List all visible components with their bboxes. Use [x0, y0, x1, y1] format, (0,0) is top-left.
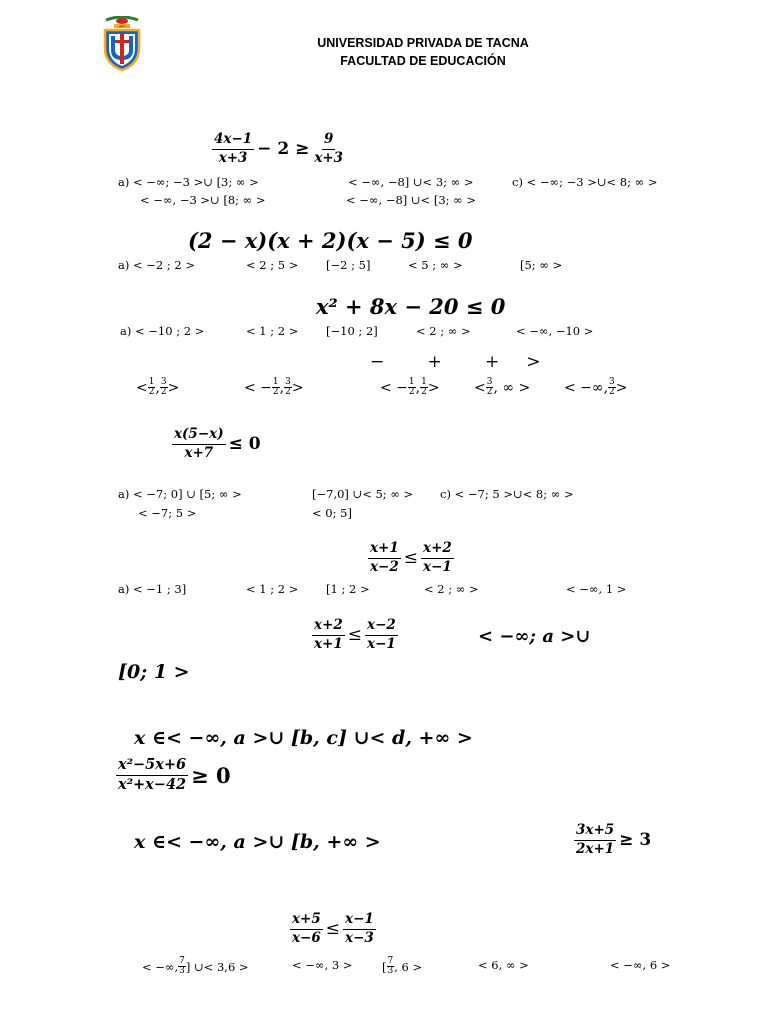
q7-inequality: $\frac{x+2}{x+1}$ ≤ $\frac{x-2}{x-1}$	[314, 617, 396, 652]
q6-option-e: < −∞, 1 >	[566, 582, 627, 596]
q3-option-c: [−10 ; 2]	[326, 324, 378, 338]
q4-option-2: < − $\frac{1}{2}$ , 3 2 >	[244, 377, 304, 397]
q2-option-e: [5; ∞ >	[520, 258, 563, 272]
q6-option-d: < 2 ; ∞ >	[424, 582, 479, 596]
q10-option-5: < −∞, 6 >	[610, 958, 671, 972]
q4-option-3: < − $\frac{1}{2}$ , 1 2 >	[380, 377, 440, 397]
q10-inequality: $\frac{x+5}{x-6}$ ≤ $\frac{x-1}{x-3}$	[292, 911, 374, 946]
q9-solution-form: x ∈< −∞, a >∪ [b, +∞ >	[134, 831, 381, 853]
q1-option-d: < −∞, −3 >∪ [8; ∞ >	[140, 193, 266, 207]
q5-fraction: $\frac{x(5-x)}{x+7}$	[174, 426, 224, 461]
q5-option-e: < 0; 5]	[312, 506, 352, 520]
q3-option-a: a) < −10 ; 2 >	[120, 324, 205, 338]
q6-option-c: [1 ; 2 >	[326, 582, 370, 596]
q1-option-b: < −∞, −8] ∪< 3; ∞ >	[348, 175, 474, 189]
q10-option-4: < 6, ∞ >	[478, 958, 529, 972]
svg-text:UPT: UPT	[119, 24, 125, 29]
q4-option-4: < 3 2 , ∞ >	[474, 377, 531, 397]
q10-option-2: < −∞, 3 >	[292, 958, 353, 972]
q5-option-a: a) < −7; 0] ∪ [5; ∞ >	[118, 487, 242, 501]
q3-option-e: < −∞, −10 >	[516, 324, 594, 338]
q6-inequality: $\frac{x+1}{x-2}$ ≤ $\frac{x+2}{x-1}$	[370, 540, 452, 575]
q3-inequality: x² + 8x − 20 ≤ 0	[316, 294, 506, 319]
university-name: UNIVERSIDAD PRIVADA DE TACNA	[317, 36, 529, 50]
q8-inequality: $\frac{\text{x²−5x+6}}{\text{x²+x−42}}$ ≥ 0	[118, 756, 231, 793]
q5-option-b: [−7,0] ∪< 5; ∞ >	[312, 487, 414, 501]
q2-inequality: (2 − x)(x + 2)(x − 5) ≤ 0	[188, 228, 473, 253]
q3-option-b: < 1 ; 2 >	[246, 324, 299, 338]
q4-option-5: < −∞, 3 2 >	[564, 377, 628, 397]
q6-option-b: < 1 ; 2 >	[246, 582, 299, 596]
q2-option-a: a) < −2 ; 2 >	[118, 258, 196, 272]
q2-option-c: [−2 ; 5]	[326, 258, 371, 272]
q10-option-1: < −∞, 7 3 ] ∪< 3,6 >	[142, 956, 249, 976]
q8-solution-form: x ∈< −∞, a >∪ [b, c] ∪< d, +∞ >	[134, 727, 473, 749]
q4-sign-chart: − + + >	[370, 352, 541, 372]
q7-answer-part2: [0; 1 >	[118, 661, 190, 683]
q1-option-e: < −∞, −8] ∪< [3; ∞ >	[346, 193, 477, 207]
faculty-name: FACULTAD DE EDUCACIÓN	[340, 54, 506, 68]
q5-option-d: < −7; 5 >	[138, 506, 197, 520]
q6-option-a: a) < −1 ; 3]	[118, 582, 187, 596]
q9-inequality: $\frac{3x+5}{2x+1}$ ≥ 3	[576, 822, 652, 857]
q7-answer-part1: < −∞; a >∪	[478, 626, 591, 647]
q1-inequality	[212, 132, 345, 166]
q1-operator: − 2 ≥	[257, 139, 310, 160]
q1-option-c: c) < −∞; −3 >∪< 8; ∞ >	[512, 175, 658, 189]
q10-option-3: [ 7 3 , 6 >	[382, 956, 423, 976]
university-logo	[100, 16, 144, 72]
q1-fraction-left: $\frac{4x-1}{x+3}$	[214, 131, 253, 166]
q5-relation: ≤ 0	[228, 434, 261, 455]
q2-option-b: < 2 ; 5 >	[246, 258, 299, 272]
q5-option-c: c) < −7; 5 >∪< 8; ∞ >	[440, 487, 574, 501]
q1-fraction-right: $\frac{9}{x+3}$	[314, 131, 344, 166]
q5-inequality	[172, 427, 264, 461]
q4-option-1: < 1 2 , 3 2 >	[136, 377, 180, 397]
q3-option-d: < 2 ; ∞ >	[416, 324, 471, 338]
q1-option-a: a) < −∞; −3 >∪ [3; ∞ >	[118, 175, 259, 189]
q2-option-d: < 5 ; ∞ >	[408, 258, 463, 272]
